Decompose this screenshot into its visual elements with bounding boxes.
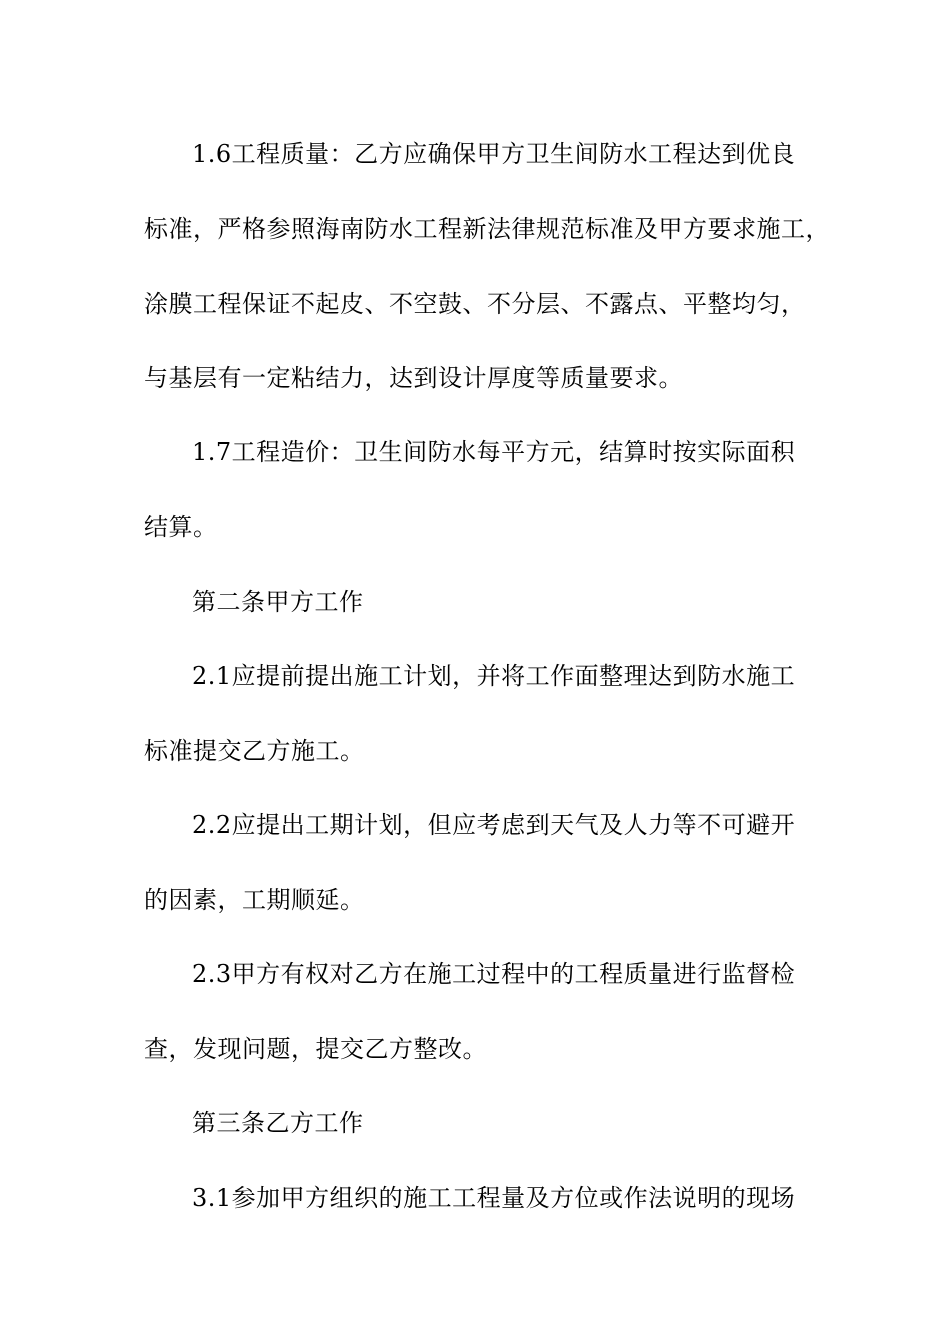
- clause-2-1-line-2: 标准提交乙方施工。: [144, 737, 365, 765]
- clause-1-7-line-2: 结算。: [144, 513, 218, 541]
- clause-1-6-line-1: 1.6工程质量：乙方应确保甲方卫生间防水工程达到优良: [192, 140, 796, 168]
- clause-2-3-line-2: 查，发现问题，提交乙方整改。: [144, 1035, 487, 1063]
- article-3-heading: 第三条乙方工作: [192, 1109, 364, 1137]
- clause-2-2-line-1: 2.2应提出工期计划，但应考虑到天气及人力等不可避开: [192, 811, 796, 839]
- clause-1-6-line-3: 涂膜工程保证不起皮、不空鼓、不分层、不露点、平整均匀，: [144, 290, 806, 318]
- clause-2-3-line-1: 2.3甲方有权对乙方在施工过程中的工程质量进行监督检: [192, 960, 796, 988]
- clause-2-2-line-2: 的因素，工期顺延。: [144, 886, 365, 914]
- clause-3-1-line-1: 3.1参加甲方组织的施工工程量及方位或作法说明的现场: [192, 1184, 796, 1212]
- article-2-heading: 第二条甲方工作: [192, 588, 364, 616]
- clause-1-6-line-4: 与基层有一定粘结力，达到设计厚度等质量要求。: [144, 364, 683, 392]
- clause-1-7-line-1: 1.7工程造价：卫生间防水每平方元，结算时按实际面积: [192, 438, 796, 466]
- clause-1-6-line-2: 标准，严格参照海南防水工程新法律规范标准及甲方要求施工，: [144, 215, 830, 243]
- clause-2-1-line-1: 2.1应提前提出施工计划，并将工作面整理达到防水施工: [192, 662, 796, 690]
